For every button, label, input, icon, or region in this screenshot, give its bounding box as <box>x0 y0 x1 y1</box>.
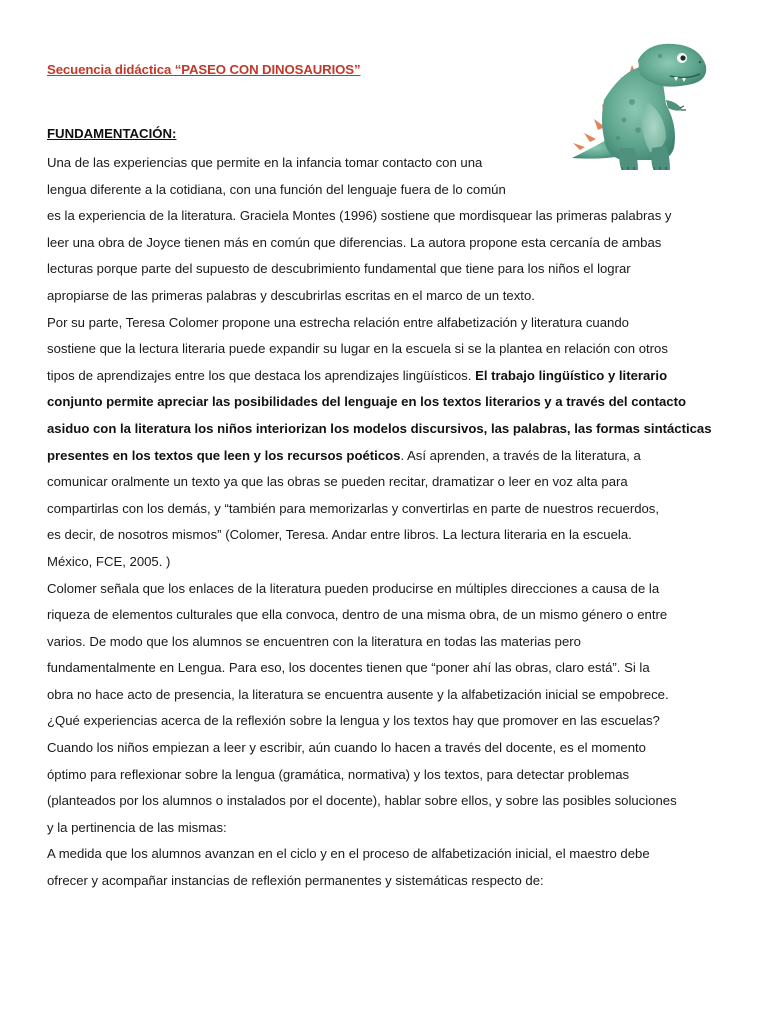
body-text <box>47 150 727 895</box>
text-run: A medida que los alumnos avanzan en el ciclo y en el proceso de alfabetización inicial, el maestro debe <box>47 846 650 862</box>
text-line <box>47 868 727 895</box>
text-line <box>47 629 727 656</box>
text-run: lecturas porque parte del supuesto de descubrimiento fundamental que tiene para los niños el lograr <box>47 261 631 277</box>
text-run: ¿Qué experiencias acerca de la reflexión sobre la lengua y los textos hay que promover en las escuelas? <box>47 713 660 729</box>
text-line <box>47 815 727 842</box>
text-line <box>47 230 727 257</box>
text-line <box>47 708 727 735</box>
text-line <box>47 655 727 682</box>
text-run: Colomer señala que los enlaces de la literatura pueden producirse en múltiples direcciones a causa de la <box>47 580 660 596</box>
text-run: tipos de aprendizajes entre los que destaca los aprendizajes lingüísticos. <box>47 367 476 383</box>
text-line <box>47 602 727 629</box>
bold-text-run: presentes en los textos que leen y los recursos poéticos <box>47 447 401 463</box>
text-line <box>47 177 727 204</box>
text-run: es la experiencia de la literatura. Graciela Montes (1996) sostiene que mordisquear las primeras palabras y <box>47 208 672 224</box>
text-run: lengua diferente a la cotidiana, con una función del lenguaje fuera de lo común <box>47 181 506 197</box>
text-line <box>47 469 727 496</box>
text-run: Una de las experiencias que permite en la infancia tomar contacto con una <box>47 155 483 170</box>
text-line <box>47 363 727 390</box>
bold-text-run: conjunto permite apreciar las posibilidades del lenguaje en los textos literarios y a través del contacto <box>47 394 686 410</box>
text-run: óptimo para reflexionar sobre la lengua (gramática, normativa) y los textos, para detectar problemas <box>47 766 630 782</box>
text-line <box>47 283 727 310</box>
text-line <box>47 762 727 789</box>
text-run: sostiene que la lectura literaria puede expandir su lugar en la escuela si se la plantea en relación con otros <box>47 341 668 357</box>
text-line <box>47 735 727 762</box>
text-run: . Así aprenden, a través de la literatura, a <box>400 447 641 463</box>
text-run: es decir, de nosotros mismos” (Colomer, Teresa. Andar entre libros. La lectura literaria en la escuela. <box>47 527 632 543</box>
text-line <box>47 841 727 868</box>
text-line <box>47 389 727 416</box>
text-run: obra no hace acto de presencia, la literatura se encuentra ausente y la alfabetización inicial se empobrece. <box>47 686 669 702</box>
text-line <box>47 682 727 709</box>
text-run: Por su parte, Teresa Colomer propone una estrecha relación entre alfabetización y literatura cuando <box>47 314 629 330</box>
text-run: apropiarse de las primeras palabras y descubrirlas escritas en el marco de un texto. <box>47 287 535 303</box>
text-line <box>47 336 727 363</box>
document-title: Secuencia didáctica “PASEO CON DINOSAURIOS” <box>47 62 361 77</box>
text-line <box>47 150 727 177</box>
text-run: y la pertinencia de las mismas: <box>47 819 227 835</box>
section-heading-fundamentacion: FUNDAMENTACIÓN: <box>47 126 177 141</box>
text-run: compartirlas con los demás, y “también para memorizarlas y convertirlas en parte de nuestros recuerdos, <box>47 500 660 516</box>
text-run: ofrecer y acompañar instancias de reflexión permanentes y sistemáticas respecto de: <box>47 873 544 889</box>
text-run: riqueza de elementos culturales que ella convoca, dentro de una misma obra, de un mismo género o entre <box>47 607 668 623</box>
bold-text-run: El trabajo lingüístico y literario <box>475 367 668 383</box>
text-line <box>47 496 727 523</box>
text-line <box>47 522 727 549</box>
text-line <box>47 203 727 230</box>
text-line <box>47 549 727 576</box>
text-line <box>47 576 727 603</box>
text-line <box>47 788 727 815</box>
text-line <box>47 416 727 443</box>
bold-text-run: asiduo con la literatura los niños interiorizan los modelos discursivos, las palabras, las formas sintácticas <box>47 420 712 436</box>
text-run: (planteados por los alumnos o instalados por el docente), hablar sobre ellos, y sobre las posibles soluciones <box>47 793 677 809</box>
text-line <box>47 310 727 337</box>
text-run: varios. De modo que los alumnos se encuentren con la literatura en todas las materias pero <box>47 633 581 649</box>
text-line <box>47 256 727 283</box>
text-run: México, FCE, 2005. ) <box>47 553 171 569</box>
text-line <box>47 443 727 470</box>
text-run: Cuando los niños empiezan a leer y escribir, aún cuando lo hacen a través del docente, es el momento <box>47 740 646 756</box>
text-run: comunicar oralmente un texto ya que las obras se pueden recitar, dramatizar o leer en voz alta para <box>47 474 628 490</box>
text-run: fundamentalmente en Lengua. Para eso, los docentes tienen que “poner ahí las obras, claro está”. Si la <box>47 660 650 676</box>
text-run: leer una obra de Joyce tienen más en común que diferencias. La autora propone esta cercanía de ambas <box>47 234 662 250</box>
